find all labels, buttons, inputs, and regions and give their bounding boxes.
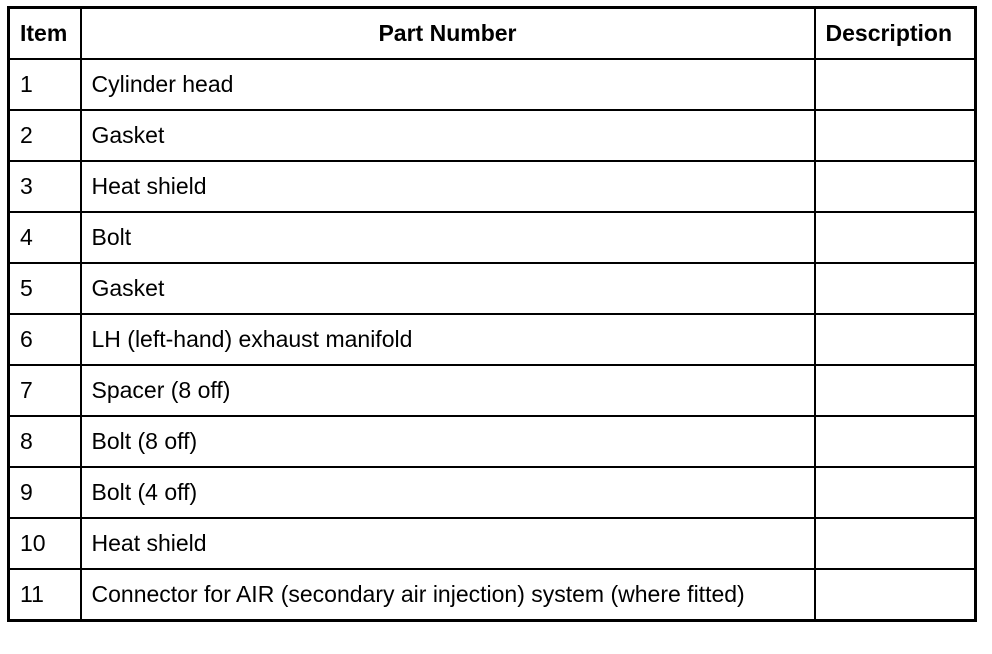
cell-part-number: Bolt [81,212,815,263]
table-row [9,314,976,365]
table-row [9,365,976,416]
table-row [9,416,976,467]
table-row [9,110,976,161]
cell-part-number: Bolt (8 off) [81,416,815,467]
cell-item: 1 [9,59,81,110]
table-row [9,263,976,314]
cell-part-number: Gasket [81,263,815,314]
cell-item: 4 [9,212,81,263]
cell-part-number: Heat shield [81,161,815,212]
parts-table [7,6,977,622]
cell-item: 9 [9,467,81,518]
cell-part-number: Spacer (8 off) [81,365,815,416]
cell-item: 5 [9,263,81,314]
table-header [9,8,976,60]
cell-description [815,467,976,518]
table-row [9,212,976,263]
table-body [9,59,976,621]
cell-description [815,212,976,263]
cell-description [815,263,976,314]
cell-part-number: Connector for AIR (secondary air injection) system (where fitted) [81,569,815,621]
table-row [9,569,976,621]
table-row [9,518,976,569]
cell-description [815,518,976,569]
cell-item: 11 [9,569,81,621]
cell-description [815,161,976,212]
cell-item: 10 [9,518,81,569]
cell-item: 2 [9,110,81,161]
cell-item: 6 [9,314,81,365]
cell-description [815,110,976,161]
header-item: Item [9,8,81,60]
cell-part-number: Heat shield [81,518,815,569]
header-description: Description [815,8,976,60]
cell-description [815,59,976,110]
header-row [9,8,976,60]
cell-part-number: Cylinder head [81,59,815,110]
cell-item: 7 [9,365,81,416]
cell-description [815,416,976,467]
cell-part-number: Bolt (4 off) [81,467,815,518]
table-row [9,467,976,518]
table-row [9,161,976,212]
cell-description [815,569,976,621]
cell-item: 3 [9,161,81,212]
cell-description [815,314,976,365]
table-row [9,59,976,110]
cell-item: 8 [9,416,81,467]
cell-part-number: LH (left-hand) exhaust manifold [81,314,815,365]
cell-part-number: Gasket [81,110,815,161]
cell-description [815,365,976,416]
header-part-number: Part Number [81,8,815,60]
